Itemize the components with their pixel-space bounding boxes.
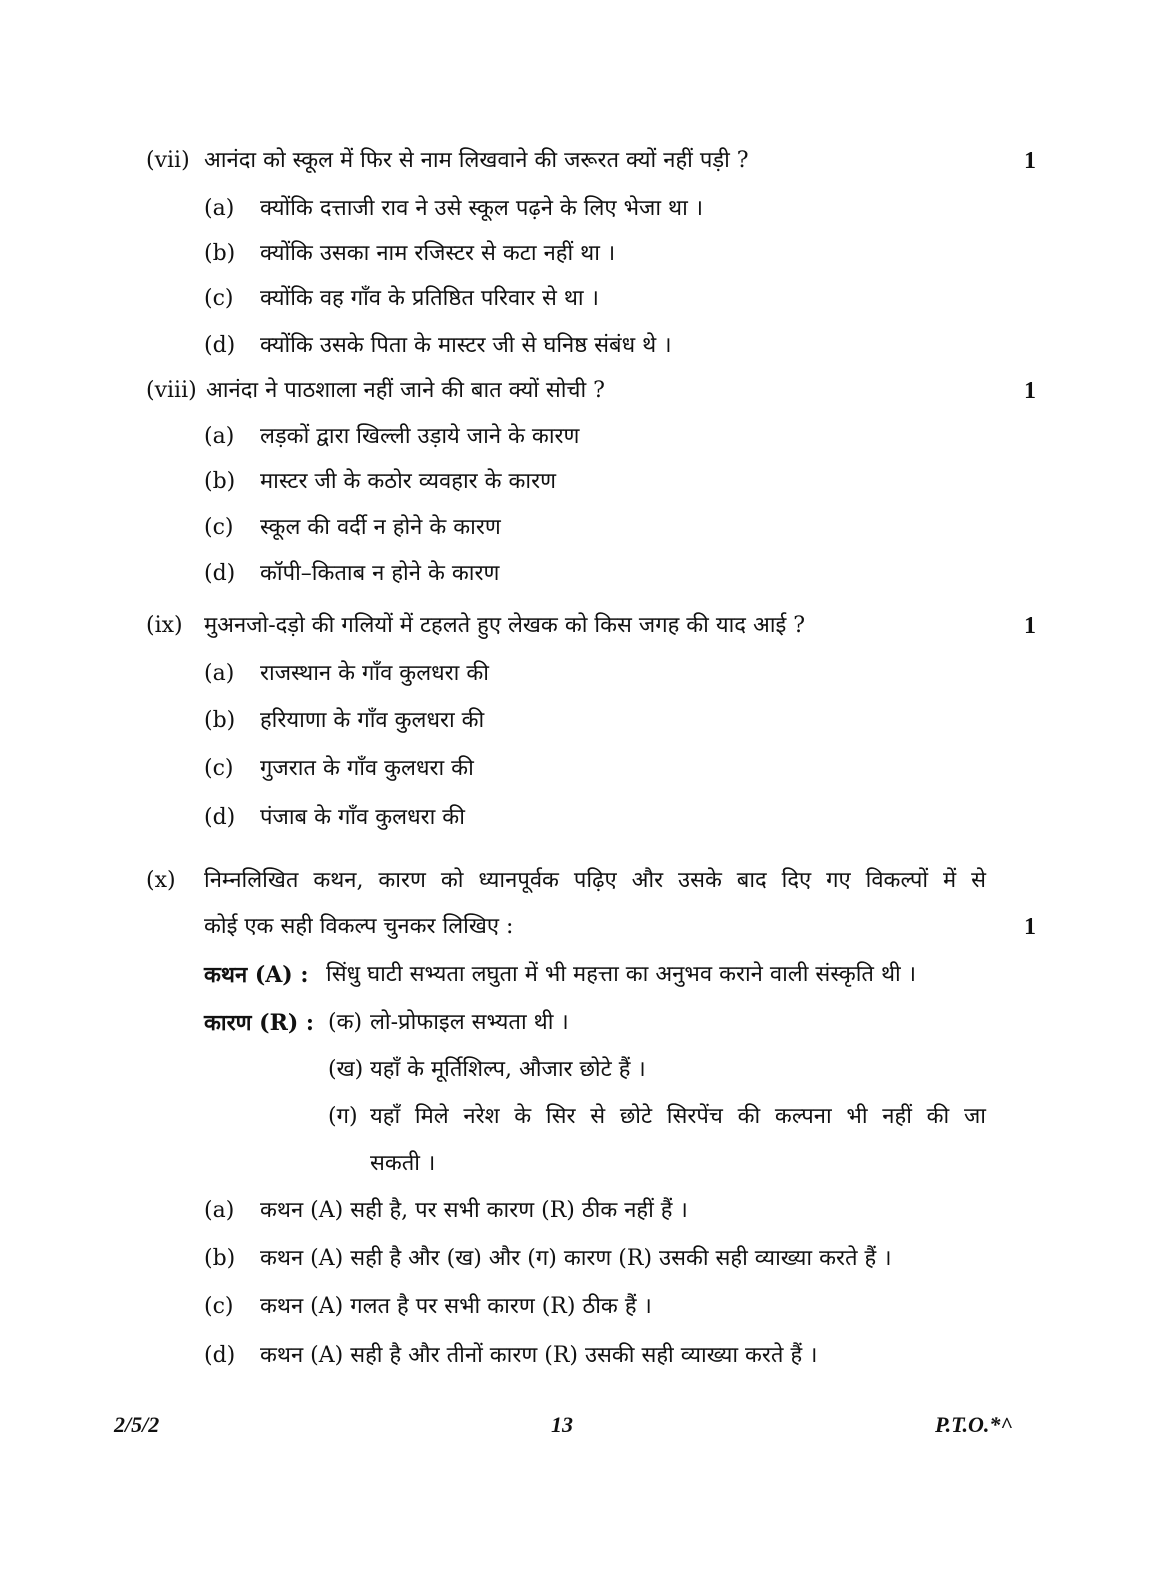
option-label: (d): [204, 561, 236, 586]
reason-label-ga: (ग): [328, 1104, 358, 1129]
question-number: (ix): [146, 613, 183, 638]
question-number: (vii): [146, 148, 190, 173]
question-text-line1: निम्नलिखित कथन, कारण को ध्यानपूर्वक पढ़िए और उसके बाद दिए गए विकल्पों में से: [204, 868, 986, 893]
question-marks: 1: [1024, 148, 1036, 174]
option-label: (c): [204, 286, 234, 311]
reason-label: कारण (R) :: [204, 1010, 315, 1036]
option-label: (b): [204, 708, 236, 733]
option-label: (c): [204, 756, 234, 781]
option-text: क्योंकि दत्ताजी राव ने उसे स्कूल पढ़ने के लिए भेजा था ।: [260, 196, 704, 221]
reason-text-kha: यहाँ के मूर्तिशिल्प, औजार छोटे हैं ।: [370, 1057, 646, 1082]
reason-text-ga-line1: यहाँ मिले नरेश के सिर से छोटे सिरपेंच की कल्पना भी नहीं की जा: [370, 1104, 986, 1129]
reason-label-ka: (क): [328, 1010, 363, 1035]
question-number: (x): [146, 868, 176, 893]
assertion-text: सिंधु घाटी सभ्यता लघुता में भी महत्ता का अनुभव कराने वाली संस्कृति थी ।: [326, 962, 917, 987]
question-number: (viii): [146, 378, 197, 403]
option-label: (a): [204, 1198, 235, 1223]
option-text: मास्टर जी के कठोर व्यवहार के कारण: [260, 469, 557, 494]
option-label: (d): [204, 805, 236, 830]
option-text: लड़कों द्वारा खिल्ली उड़ाये जाने के कारण: [260, 424, 580, 449]
question-text: आनंदा ने पाठशाला नहीं जाने की बात क्यों सोची ?: [206, 378, 605, 403]
pto-label: P.T.O.*^: [935, 1412, 1013, 1437]
option-label: (d): [204, 333, 236, 358]
option-text: हरियाणा के गाँव कुलधरा की: [260, 708, 485, 733]
reason-text-ka: लो-प्रोफाइल सभ्यता थी ।: [370, 1010, 569, 1035]
reason-label-kha: (ख): [328, 1057, 364, 1082]
paper-code: 2/5/2: [114, 1412, 160, 1437]
question-text-line2: कोई एक सही विकल्प चुनकर लिखिए :: [204, 914, 514, 939]
question-marks: 1: [1024, 914, 1036, 940]
option-text: क्योंकि वह गाँव के प्रतिष्ठित परिवार से था ।: [260, 286, 599, 311]
option-label: (b): [204, 241, 236, 266]
option-text: कॉपी–किताब न होने के कारण: [260, 561, 500, 586]
assertion-label: कथन (A) :: [204, 962, 309, 988]
question-text: मुअनजो-दड़ो की गलियों में टहलते हुए लेखक को किस जगह की याद आई ?: [204, 613, 806, 638]
option-label: (d): [204, 1343, 236, 1368]
question-marks: 1: [1024, 613, 1036, 639]
option-text: कथन (A) सही है और तीनों कारण (R) उसकी सही व्याख्या करते हैं ।: [260, 1343, 818, 1368]
option-text: राजस्थान के गाँव कुलधरा की: [260, 661, 489, 686]
option-label: (a): [204, 424, 235, 449]
option-text: क्योंकि उसके पिता के मास्टर जी से घनिष्ठ संबंध थे ।: [260, 333, 672, 358]
option-label: (c): [204, 515, 234, 540]
question-text: आनंदा को स्कूल में फिर से नाम लिखवाने की जरूरत क्यों नहीं पड़ी ?: [204, 148, 749, 173]
question-marks: 1: [1024, 378, 1036, 404]
option-label: (b): [204, 469, 236, 494]
option-text: पंजाब के गाँव कुलधरा की: [260, 805, 465, 830]
option-text: कथन (A) सही है, पर सभी कारण (R) ठीक नहीं हैं ।: [260, 1198, 688, 1223]
page-number: 13: [551, 1412, 573, 1437]
option-label: (a): [204, 661, 235, 686]
option-text: कथन (A) सही है और (ख) और (ग) कारण (R) उसकी सही व्याख्या करते हैं ।: [260, 1246, 892, 1271]
reason-text-ga-line2: सकती ।: [370, 1151, 436, 1176]
option-text: स्कूल की वर्दी न होने के कारण: [260, 515, 501, 540]
option-label: (b): [204, 1246, 236, 1271]
option-label: (c): [204, 1294, 234, 1319]
option-text: गुजरात के गाँव कुलधरा की: [260, 756, 474, 781]
option-text: कथन (A) गलत है पर सभी कारण (R) ठीक हैं ।: [260, 1294, 652, 1319]
option-label: (a): [204, 196, 235, 221]
option-text: क्योंकि उसका नाम रजिस्टर से कटा नहीं था ।: [260, 241, 616, 266]
